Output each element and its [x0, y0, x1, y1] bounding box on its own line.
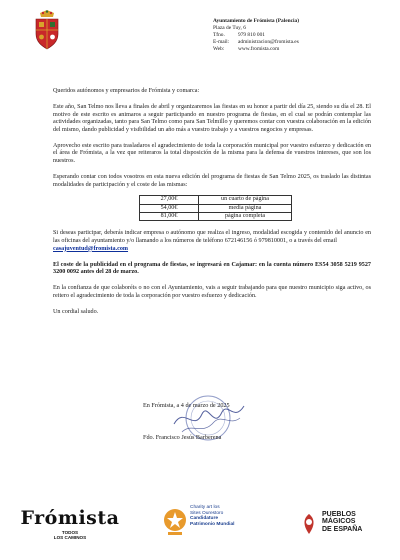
pueblos-line: DE ESPAÑA — [322, 525, 363, 533]
world-heritage-logo — [162, 503, 282, 543]
pueblos-text — [322, 511, 382, 533]
heritage-line: Charity art los — [190, 505, 220, 510]
paragraph-payment: El coste de la publicidad en el programa de fiestas, se ingresará en Cajamar: en la cuenta número ES54 3058 5219 9527 3200 0092 antes del 28 de marzo. — [53, 261, 371, 276]
price-label: media página — [199, 204, 292, 212]
price-amount: 27,00€ — [140, 196, 199, 204]
pueblos-line: MÁGICOS — [322, 518, 356, 526]
phone-number: 979 810 001 — [238, 32, 265, 39]
price-label: un cuarto de página — [199, 196, 292, 204]
greeting: Queridos autónomos y empresarios de Frómista y comarca: — [53, 88, 200, 94]
signature-date: En Frómista, a 4 de marzo de 2025 — [143, 402, 230, 409]
letter-body — [53, 88, 371, 325]
paragraph-confidence: En la confianza de que colaboréis o no con el Ayuntamiento, vais a seguir trabajando para que nuestro municipio siga activo, os reitero el agradecimiento de toda la corporación por vuestro esfuerzo y dedicación. — [53, 285, 371, 299]
price-table — [139, 195, 292, 221]
price-amount: 54,00€ — [140, 204, 199, 212]
email-address[interactable]: administracion@fromista.es — [238, 39, 299, 46]
heritage-line: Patrimonio Mundial — [190, 521, 235, 527]
price-amount: 81,00€ — [140, 213, 199, 221]
paragraph-thanks: Aprovecho este escrito para trasladaros el agradecimiento de toda la corporación municipal por vuestro esfuerzo y dedicación en el área de Frómista, a la vez que reiteraros la total disposición de la misma para la defensa de vuestros intereses, que son los nuestros. — [53, 142, 371, 165]
heritage-line: Sites Ourestoro — [190, 510, 224, 516]
heritage-emblem-icon — [162, 507, 188, 537]
fromista-wordmark: Frómista — [20, 507, 120, 529]
fromista-tagline — [20, 530, 120, 540]
paragraph-modalities: Esperando contar con todos vosotros en esta nueva edición del programa de fiestas de San Telmo 2025, os traslado las distintas modalidades de participación y el coste de las mismas: — [53, 174, 371, 188]
magic-village-icon — [300, 512, 318, 536]
price-row — [140, 204, 292, 212]
closing: Un cordial saludo. — [53, 309, 99, 316]
signatory-name: Fdo. Francisco Jesús Barberena — [143, 434, 222, 441]
pueblos-line: PUEBLOS — [322, 511, 356, 518]
letterhead-address — [213, 18, 388, 53]
web-label: Web: — [213, 46, 225, 53]
contact-email-link[interactable]: casajuventud@fromista.com — [53, 245, 129, 252]
fromista-logo — [20, 508, 120, 540]
price-row — [140, 213, 292, 221]
price-label: página completa — [199, 213, 292, 221]
coat-of-arms-icon — [32, 10, 62, 50]
organization-name: Ayuntamiento de Frómista (Palencia) — [213, 18, 299, 24]
website[interactable]: www.fromista.com — [238, 46, 280, 53]
heritage-text — [190, 505, 286, 527]
street-address: Plaza de Tuy, 6 — [213, 25, 246, 32]
fromista-tagline-line: LOS CAMINOS — [53, 535, 87, 541]
participation-text: Si deseas participar, deberás indicar empresa o autónomo que realiza el ingreso, modalidad escogida y contenido del anuncio en las oficinas del ayuntamiento y/o llamando a los números de teléfono 672146156 ó 979810001, o a través del email — [53, 230, 371, 245]
web-line — [213, 46, 388, 53]
heritage-line: Candidature — [190, 516, 218, 522]
pueblos-magicos-logo — [300, 508, 380, 544]
email-label: E-mail: — [213, 39, 230, 46]
price-row — [140, 196, 292, 204]
paragraph-intro: Este año, San Telmo nos lleva a finales de abril y organizaremos las fiestas en su honor a partir del día 25, siendo su día el 28. El motivo de este escrito es animaros a seguir participando en nuestro programa de fiestas, en el cual se podrán contemplar las actividades organizadas, tanto para San Telmo como para San Telmillo y queremos contar con vuestra colaboración en la edición del mismo, dando publicidad y visibilidad un año más a vuestro trabajo y a vuestros negocios y empresas. — [53, 104, 371, 133]
phone-label: Tfno. — [213, 32, 225, 39]
paragraph-participation — [53, 230, 371, 253]
fromista-tagline-line: TODOS — [61, 530, 79, 535]
